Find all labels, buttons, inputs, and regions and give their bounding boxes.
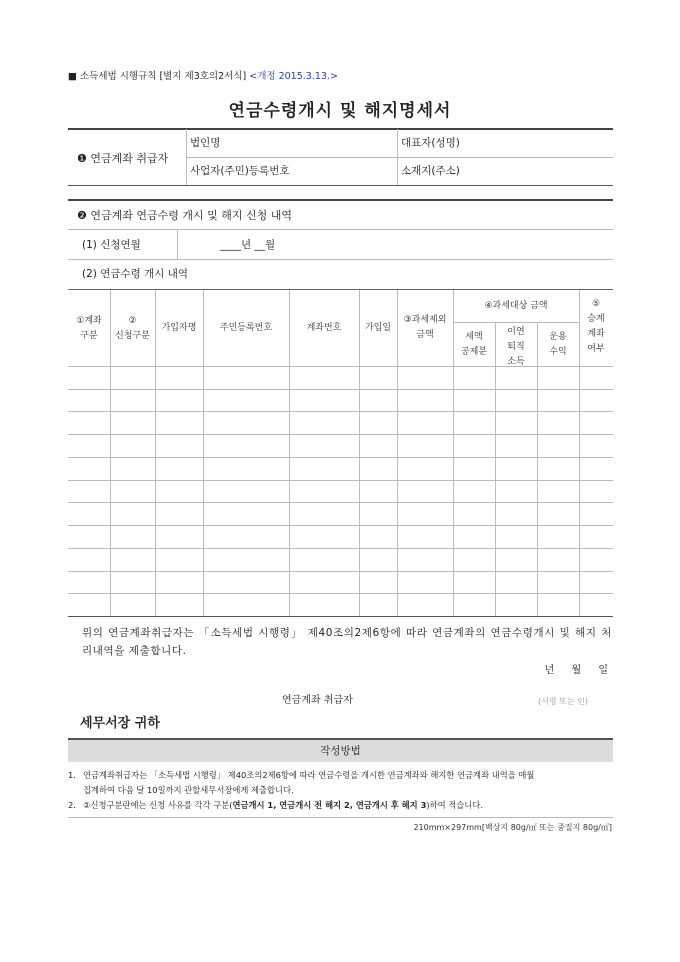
page-title: 연금수령개시 및 해지명세서 [228, 101, 452, 121]
col-header-request-type [110, 314, 155, 344]
section1-label: ❶ 연금계좌 취급자 [77, 152, 169, 165]
representative-field[interactable]: 대표자(성명) [401, 137, 460, 149]
guide-note-1 [68, 768, 616, 798]
applicant-label: 연금계좌 취급자 [282, 695, 353, 706]
table-row[interactable] [68, 389, 613, 390]
table-row[interactable] [68, 457, 613, 458]
address-field[interactable]: 소재지(주소) [401, 165, 460, 177]
section2-rule-1 [68, 229, 613, 230]
col-header-request-type-line1: ② [128, 316, 137, 326]
guide-note-1-line2: 집계하여 다음 달 10일까지 관할세무서장에게 제출합니다. [83, 785, 294, 795]
col-header-account-type-line1: ①계좌 [76, 316, 102, 326]
section1-top-rule [68, 128, 613, 130]
signature-placeholder[interactable]: (서명 또는 인) [538, 697, 588, 706]
reg-number-field[interactable]: 사업자(주민)등록번호 [190, 165, 290, 177]
table-row[interactable] [68, 480, 613, 481]
col-header-tax-credit [453, 330, 495, 360]
col-header-succession-line3: 계좌 [587, 329, 605, 339]
col-header-deferred-line2: 퇴직 [507, 342, 525, 352]
col-header-succession [579, 297, 613, 357]
col-header-operating-income [537, 330, 579, 360]
col-header-succession-line2: 승계 [587, 314, 605, 324]
col-header-operating-income-line2: 수익 [549, 347, 567, 357]
table-row[interactable] [68, 366, 613, 367]
guide-note-2-num: 2. [68, 800, 76, 810]
form-ref-text: ■ 소득세법 시행규칙 [별지 제3호의2서식] [68, 71, 247, 82]
col-header-tax-exempt-line2: 금액 [416, 330, 434, 340]
col-header-account-type [68, 314, 110, 344]
table-row[interactable] [68, 525, 613, 526]
table-row[interactable] [68, 411, 613, 412]
col-header-deferred-line1: 이연 [507, 327, 525, 337]
col-header-taxable-group: ④과세대상 금액 [484, 301, 548, 311]
col-divider-3 [203, 290, 204, 616]
col-header-join-date: 가입일 [364, 323, 392, 333]
col-header-succession-line1: ⑤ [591, 299, 601, 309]
guide-note-2-bold: 연금개시 1, 연금개시 전 해지 2, 연금개시 후 해지 3 [232, 800, 427, 810]
section2-top-rule [68, 199, 613, 201]
guide-note-2 [68, 798, 616, 813]
col-header-resident-number: 주민등록번호 [219, 323, 273, 333]
col-header-operating-income-line1: 운용 [549, 332, 567, 342]
col-header-account-number: 계좌번호 [306, 323, 342, 333]
col-header-subscriber: 가입자명 [161, 323, 197, 333]
form-reference [68, 68, 338, 82]
col-header-tax-credit-line2: 공제분 [460, 347, 488, 357]
col-divider-2 [155, 290, 156, 616]
request-month-divider [177, 230, 178, 259]
paper-spec: 210mm×297mm[백상지 80g/㎡ 또는 중질지 80g/㎡] [413, 823, 612, 832]
table-top-rule [68, 289, 613, 290]
table-row[interactable] [68, 571, 613, 572]
date-line[interactable]: 년 월 일 [544, 665, 608, 676]
col-divider-4 [289, 290, 290, 616]
guide-title: 작성방법 [320, 745, 361, 757]
col-header-account-type-line2: 구분 [80, 331, 98, 341]
col-header-deferred-line3: 소득 [507, 357, 525, 367]
guide-bottom-rule [68, 817, 613, 818]
table-row[interactable] [68, 434, 613, 435]
section1-divider-b [397, 129, 398, 185]
guide-note-2-pre: ②신청구분란에는 신청 사유를 각각 구분( [83, 800, 233, 810]
section1-mid-rule [186, 157, 613, 158]
col-header-tax-exempt [397, 313, 453, 343]
guide-note-1-line1: 연금계좌취급자는 「소득세법 시행령」 제40조의2제6항에 따라 연금수령을 개시한 연금계좌와 해지한 연금계좌 내역을 매월 [83, 770, 535, 780]
section2-label: ❷ 연금계좌 연금수령 개시 및 해지 신청 내역 [77, 209, 292, 222]
declaration-text: 위의 연금계좌취급자는 「소득세법 시행령」 제40조의2제6항에 따라 연금계좌의 연금수령개시 및 해지 처리내역을 제출합니다. [82, 627, 612, 657]
table-row[interactable] [68, 502, 613, 503]
section1-bottom-rule [68, 185, 613, 186]
detail-label: (2) 연금수령 개시 내역 [82, 268, 189, 280]
guide-header [68, 738, 613, 762]
addressee: 세무서장 귀하 [80, 716, 160, 731]
table-row[interactable] [68, 593, 613, 594]
section1-divider-a [186, 129, 187, 185]
col-header-tax-credit-line1: 세액 [465, 332, 483, 342]
guide-note-2-post: )하여 적습니다. [426, 800, 483, 810]
section2-rule-2 [68, 259, 613, 260]
col-header-tax-exempt-line1: ③과세제외 [403, 315, 447, 325]
request-month-input[interactable]: ____년 __월 [220, 239, 276, 251]
col-header-request-type-line2: 신청구분 [115, 331, 150, 341]
col-divider-5 [359, 290, 360, 616]
table-bottom-rule [68, 616, 613, 617]
col-header-succession-line4: 여부 [587, 344, 605, 354]
table-row[interactable] [68, 548, 613, 549]
revision-date: <개정 2015.3.13.> [249, 71, 338, 82]
corp-name-field[interactable]: 법인명 [190, 137, 221, 149]
guide-note-1-num: 1. [68, 770, 76, 780]
request-month-label: (1) 신청연월 [82, 239, 141, 251]
col-header-deferred [495, 325, 537, 370]
group-header-rule [453, 322, 579, 323]
